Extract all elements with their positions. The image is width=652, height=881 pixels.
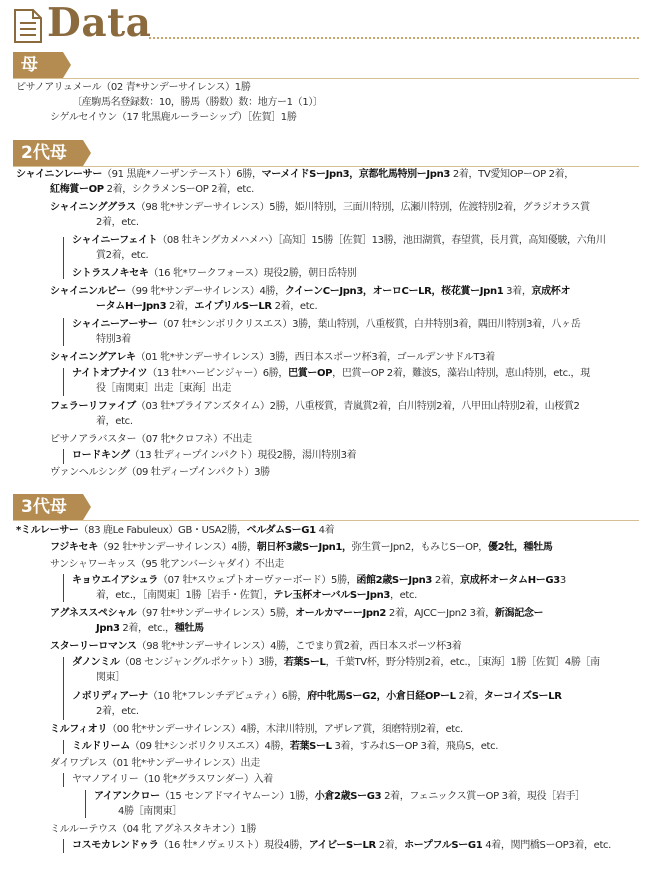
section-dam-label: 母 [13, 52, 63, 78]
tree-connector [63, 657, 64, 720]
horse-name: シャイニングアレキ [50, 352, 136, 363]
pedigree-line: アイアンクロー（15 センアドマイヤムーン）1勝，小倉2歳SーG3 2着，フェニックス賞ーOP 3着，現役［岩手］ [94, 791, 585, 802]
pedigree-line: フジキセキ（92 牡*サンデーサイレンス）4勝，朝日杯3歳SーJpn1，弥生賞ーJpn2，もみじSーOP，優2牡，種牡馬 [50, 542, 553, 553]
tree-connector [63, 318, 64, 346]
pedigree-line: ナイトオブナイツ（13 牡*ハービンジャー）6勝，巴賞ーOP，巴賞ーOP 2着，難波S，藻岩山特別，恵山特別，etc.，現 [72, 368, 590, 379]
pedigree-line: ータムHーJpn3 2着，エイプリルSーLR 2着，etc. [96, 301, 318, 312]
tree-connector [85, 790, 86, 818]
pedigree-line: 2着，etc. [96, 217, 139, 228]
tree-connector [63, 368, 64, 396]
dam-line: ピサノアリュメール（02 青*サンデーサイレンス）1勝 [16, 82, 251, 93]
pedigree-line: 特別3着 [96, 334, 131, 345]
section-divider [13, 520, 639, 521]
horse-name: ロードキング [72, 450, 130, 461]
pedigree-line: ダノンミル（08 センジャングルポケット）3勝，若葉SーL，千葉TV杯，野分特別2着，etc.，［東海］1勝［佐賀］4勝［南 [72, 657, 600, 668]
pedigree-line: サンシャワーキッス（95 牝アンバーシャダイ）不出走 [50, 559, 284, 570]
pedigree-line: シトラスノキセキ（16 牝*ワークフォース）現役2勝，朝日岳特別 [72, 268, 357, 279]
horse-name: フェラーリファイブ [50, 401, 136, 412]
pedigree-line: Jpn3 2着，etc.，種牡馬 [96, 623, 204, 634]
pedigree-line: キョウエイアシュラ（07 牡*スウェプトオーヴァーボード）5勝，函館2歳SーJpn3 2着，京成杯オータムHーG33 [72, 575, 566, 586]
horse-name: シトラスノキセキ [72, 268, 149, 279]
horse-name: シャイニーアーサー [72, 319, 158, 330]
pedigree-line: ミルドリーム（09 牡*シンボリクリスエス）4勝，若葉SーL 3着，すみれSーOP 3着，飛鳥S，etc. [72, 741, 499, 752]
document-icon [13, 8, 43, 44]
race-wins: マーメイドSーJpn3，京都牝馬特別ーJpn3 [261, 169, 450, 180]
horse-name: コスモカレンドゥラ [72, 840, 159, 851]
horse-name: シャイニンググラス [50, 202, 136, 213]
horse-name: キョウエイアシュラ [72, 575, 158, 586]
pedigree-line: 着，etc. [96, 416, 133, 427]
pedigree-line: シャイニーアーサー（07 牡*シンボリクリスエス）3勝，葉山特別，八重桜賞，白井特別3着，隅田川特別3着，八ヶ岳 [72, 319, 581, 330]
horse-name: ミルドリーム [72, 741, 130, 752]
tree-connector [63, 574, 64, 602]
section-divider [13, 166, 639, 167]
pedigree-line: 役［南関東］出走［東海］出走 [96, 383, 232, 394]
page-title: Data [47, 0, 152, 46]
pedigree-line: ヴァンヘルシング（09 牡ディープインパクト）3勝 [50, 467, 270, 478]
pedigree-line: シャイニンルビー（99 牝*サンデーサイレンス）4勝，クイーンCーJpn3，オーロCーLR，桜花賞ーJpn1 3着，京成杯オ [50, 286, 571, 297]
pedigree-line: 紅梅賞ーOP 2着，シクラメンSーOP 2着，etc. [50, 184, 254, 195]
pedigree-line: ヤマノアイリー（10 牝*グラスワンダー）入着 [72, 774, 273, 785]
horse-name: アグネススペシャル [50, 608, 137, 619]
pedigree-line: 4勝［南関東］ [118, 806, 182, 817]
tree-connector [63, 237, 64, 279]
pedigree-line: アグネススペシャル（97 牡*サンデーサイレンス）5勝，オールカマーーJpn2 2着，AJCCーJpn2 3着，新潟記念ー [50, 608, 544, 619]
horse-name: スターリーロマンス [50, 641, 137, 652]
horse-name: ミルフィオリ [50, 724, 108, 735]
pedigree-line: 着，etc.，［南関東］1勝［岩手・佐賀］，テレ玉杯オーバルSーJpn3，etc. [96, 590, 417, 601]
pedigree-line: フェラーリファイブ（03 牡*ブライアンズタイム）2勝，八重桜賞，青嵐賞2着，白川特別2着，八甲田山特別2着，山桜賞2 [50, 401, 580, 412]
section-divider [13, 78, 639, 79]
pedigree-line: 2着，etc. [96, 706, 139, 717]
section-third-dam-label: 3代母 [13, 494, 83, 520]
pedigree-line: ミルルーテウス（04 牝 アグネスタキオン）1勝 [50, 824, 257, 835]
horse-name: シャイニンレーサー [16, 169, 102, 180]
pedigree-line: シャイニンレーサー（91 黒鹿*ノーザンテースト）6勝，マーメイドSーJpn3，京都牝馬特別ーJpn3 2着，TV愛知OPーOP 2着， [16, 169, 574, 180]
pedigree-line: ロードキング（13 牡ディープインパクト）現役2勝，湯川特別3着 [72, 450, 357, 461]
pedigree-line: 賞2着，etc. [96, 250, 149, 261]
horse-name: ナイトオブナイツ [72, 368, 148, 379]
horse-name: アイアンクロー [94, 791, 160, 802]
horse-name: フジキセキ [50, 542, 98, 553]
pedigree-line: 関東］ [96, 672, 125, 683]
horse-name: ノボリディアーナ [72, 691, 148, 702]
pedigree-line: シャイニーフェイト（08 牡キングカメハメハ）［高知］15勝［佐賀］13勝，池田湖賞，春望賞，長月賞，高知優駿，六角川 [72, 235, 606, 246]
pedigree-line: シャイニングアレキ（01 牝*サンデーサイレンス）3勝，西日本スポーツ杯3着，ゴールデンサドルT3着 [50, 352, 495, 363]
page-header [13, 2, 639, 48]
pedigree-line: ミルフィオリ（00 牝*サンデーサイレンス）4勝，木津川特別，アザレア賞，須磨特別2着，etc. [50, 724, 463, 735]
section-second-dam-label: 2代母 [13, 140, 83, 166]
pedigree-line: コスモカレンドゥラ（16 牡*ノヴェリスト）現役4勝，アイビーSーLR 2着，ホープフルSーG1 4着，関門橋SーOP3着，etc. [72, 840, 612, 851]
title-divider [149, 37, 639, 39]
tree-connector [63, 740, 64, 754]
pedigree-line: シャイニンググラス（98 牝*サンデーサイレンス）5勝，姫川特別，三面川特別，広瀬川特別，佐渡特別2着，グラジオラス賞 [50, 202, 590, 213]
horse-name: *ミルレーサー [16, 525, 79, 536]
pedigree-line: ノボリディアーナ（10 牝*フレンチデピュティ）6勝，府中牝馬SーG2，小倉日経OPーL 2着，ターコイズSーLR [72, 691, 562, 702]
tree-connector [63, 449, 64, 464]
pedigree-line: *ミルレーサー（83 鹿Le Fabuleux）GB・USA2勝，ベルダムSーG1 4着 [16, 525, 335, 536]
tree-connector [63, 839, 64, 853]
horse-name: シャイニーフェイト [72, 235, 158, 246]
horse-name: シャイニンルビー [50, 286, 126, 297]
pedigree-line: ピサノアラバスター（07 牝*クロフネ）不出走 [50, 434, 252, 445]
pedigree-line: ダイワプレス（01 牝*サンデーサイレンス）出走 [50, 758, 260, 769]
horse-name: ダノンミル [72, 657, 120, 668]
pedigree-line: スターリーロマンス（98 牝*サンデーサイレンス）4勝，こでまり賞2着，西日本スポーツ杯3着 [50, 641, 462, 652]
dam-offspring-line: シゲルセイウン（17 牝黒鹿ルーラーシップ）［佐賀］1勝 [50, 112, 297, 123]
tree-connector [63, 773, 64, 787]
dam-offspring-summary: 〔産駒馬名登録数：10，勝馬（勝数）数：地方ー1（1）〕 [72, 97, 323, 108]
